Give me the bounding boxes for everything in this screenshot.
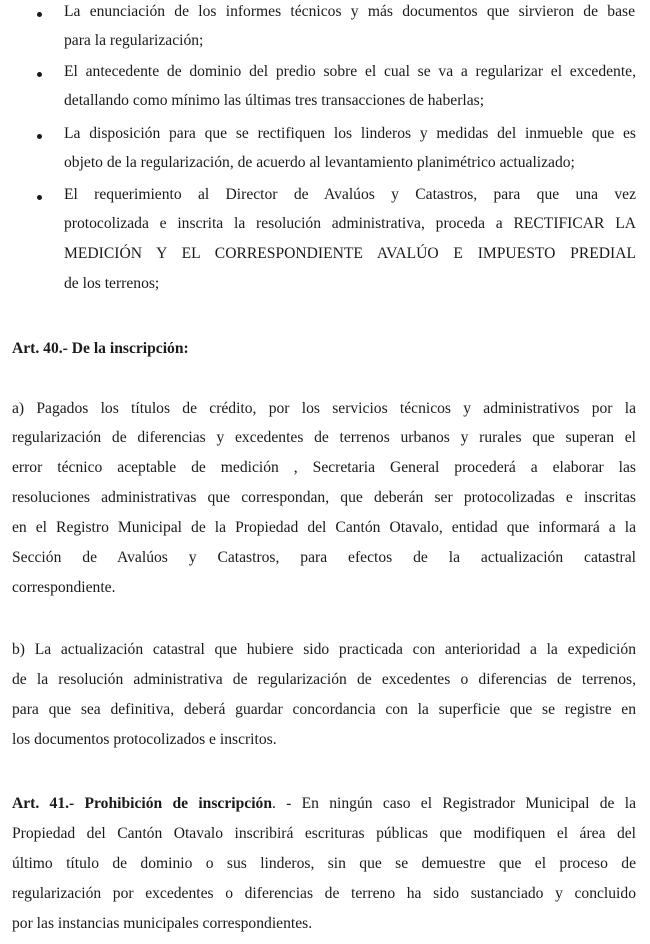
para-b-line: de la resolución administrativa de regularización de excedentes o diferencias de terrenos, <box>12 671 636 688</box>
para-b-line: los documentos protocolizados e inscritos. <box>12 731 277 748</box>
art-40-heading: Art. 40.- De la inscripción: <box>12 340 189 357</box>
bullet-2-line-2: detallando como mínimo las últimas tres transacciones de haberlas; <box>64 92 485 109</box>
art-41-first-line <box>12 794 636 814</box>
art-41-first-line-text: . - En ningún caso el Registrador Municipal de la <box>272 795 636 812</box>
art-41-line: por las instancias municipales correspondientes. <box>12 915 313 932</box>
art-41-line: último título de dominio o sus linderos, sin que se demuestre que el proceso de <box>12 855 636 872</box>
bullet-dot <box>37 12 42 17</box>
bullet-2-line-1: El antecedente de dominio del predio sobre el cual se va a regularizar el excedente, <box>64 63 636 80</box>
para-b-line: para que sea definitiva, deberá guardar concordancia con la superficie que se registre en <box>12 701 636 718</box>
para-b-line: b) La actualización catastral que hubiere sido practicada con anterioridad a la expedición <box>12 641 636 658</box>
bullet-3-line-2: objeto de la regularización, de acuerdo al levantamiento planimétrico actualizado; <box>64 154 575 171</box>
art-41-line: regularización por excedentes o diferencias de terreno ha sido sustanciado y concluido <box>12 885 636 902</box>
bullet-4-line-4: de los terrenos; <box>64 275 160 292</box>
bullet-dot <box>37 195 42 200</box>
para-a-line: en el Registro Municipal de la Propiedad del Cantón Otavalo, entidad que informará a la <box>12 519 636 536</box>
para-a-line: error técnico aceptable de medición , Secretaria General procederá a elaborar las <box>12 459 636 476</box>
para-a-line: resoluciones administrativas que correspondan, que deberán ser protocolizadas e inscritas <box>12 489 636 506</box>
bullet-4-line-2: protocolizada e inscrita la resolución administrativa, proceda a RECTIFICAR LA <box>64 215 636 232</box>
para-a-line: correspondiente. <box>12 579 116 596</box>
bullet-dot <box>37 134 42 139</box>
para-a-line: Sección de Avalúos y Catastros, para efectos de la actualización catastral <box>12 549 636 566</box>
para-a-line: regularización de diferencias y excedentes de terrenos urbanos y rurales que superan el <box>12 429 636 446</box>
bullet-1-line-2: para la regularización; <box>64 32 204 49</box>
bullet-1-line-1: La enunciación de los informes técnicos y más documentos que sirvieron de base <box>64 3 635 20</box>
para-a-line: a) Pagados los títulos de crédito, por los servicios técnicos y administrativos por la <box>12 400 636 417</box>
bullet-dot <box>37 72 42 77</box>
art-41-heading: Art. 41.- Prohibición de inscripción <box>12 795 272 812</box>
bullet-4-line-3: MEDICIÓN Y EL CORRESPONDIENTE AVALÚO E IMPUESTO PREDIAL <box>64 245 636 262</box>
art-41-line: Propiedad del Cantón Otavalo inscribirá escrituras públicas que modifiquen el área del <box>12 825 636 842</box>
bullet-4-line-1: El requerimiento al Director de Avalúos y Catastros, para que una vez <box>64 186 636 203</box>
bullet-3-line-1: La disposición para que se rectifiquen los linderos y medidas del inmueble que es <box>64 125 636 142</box>
